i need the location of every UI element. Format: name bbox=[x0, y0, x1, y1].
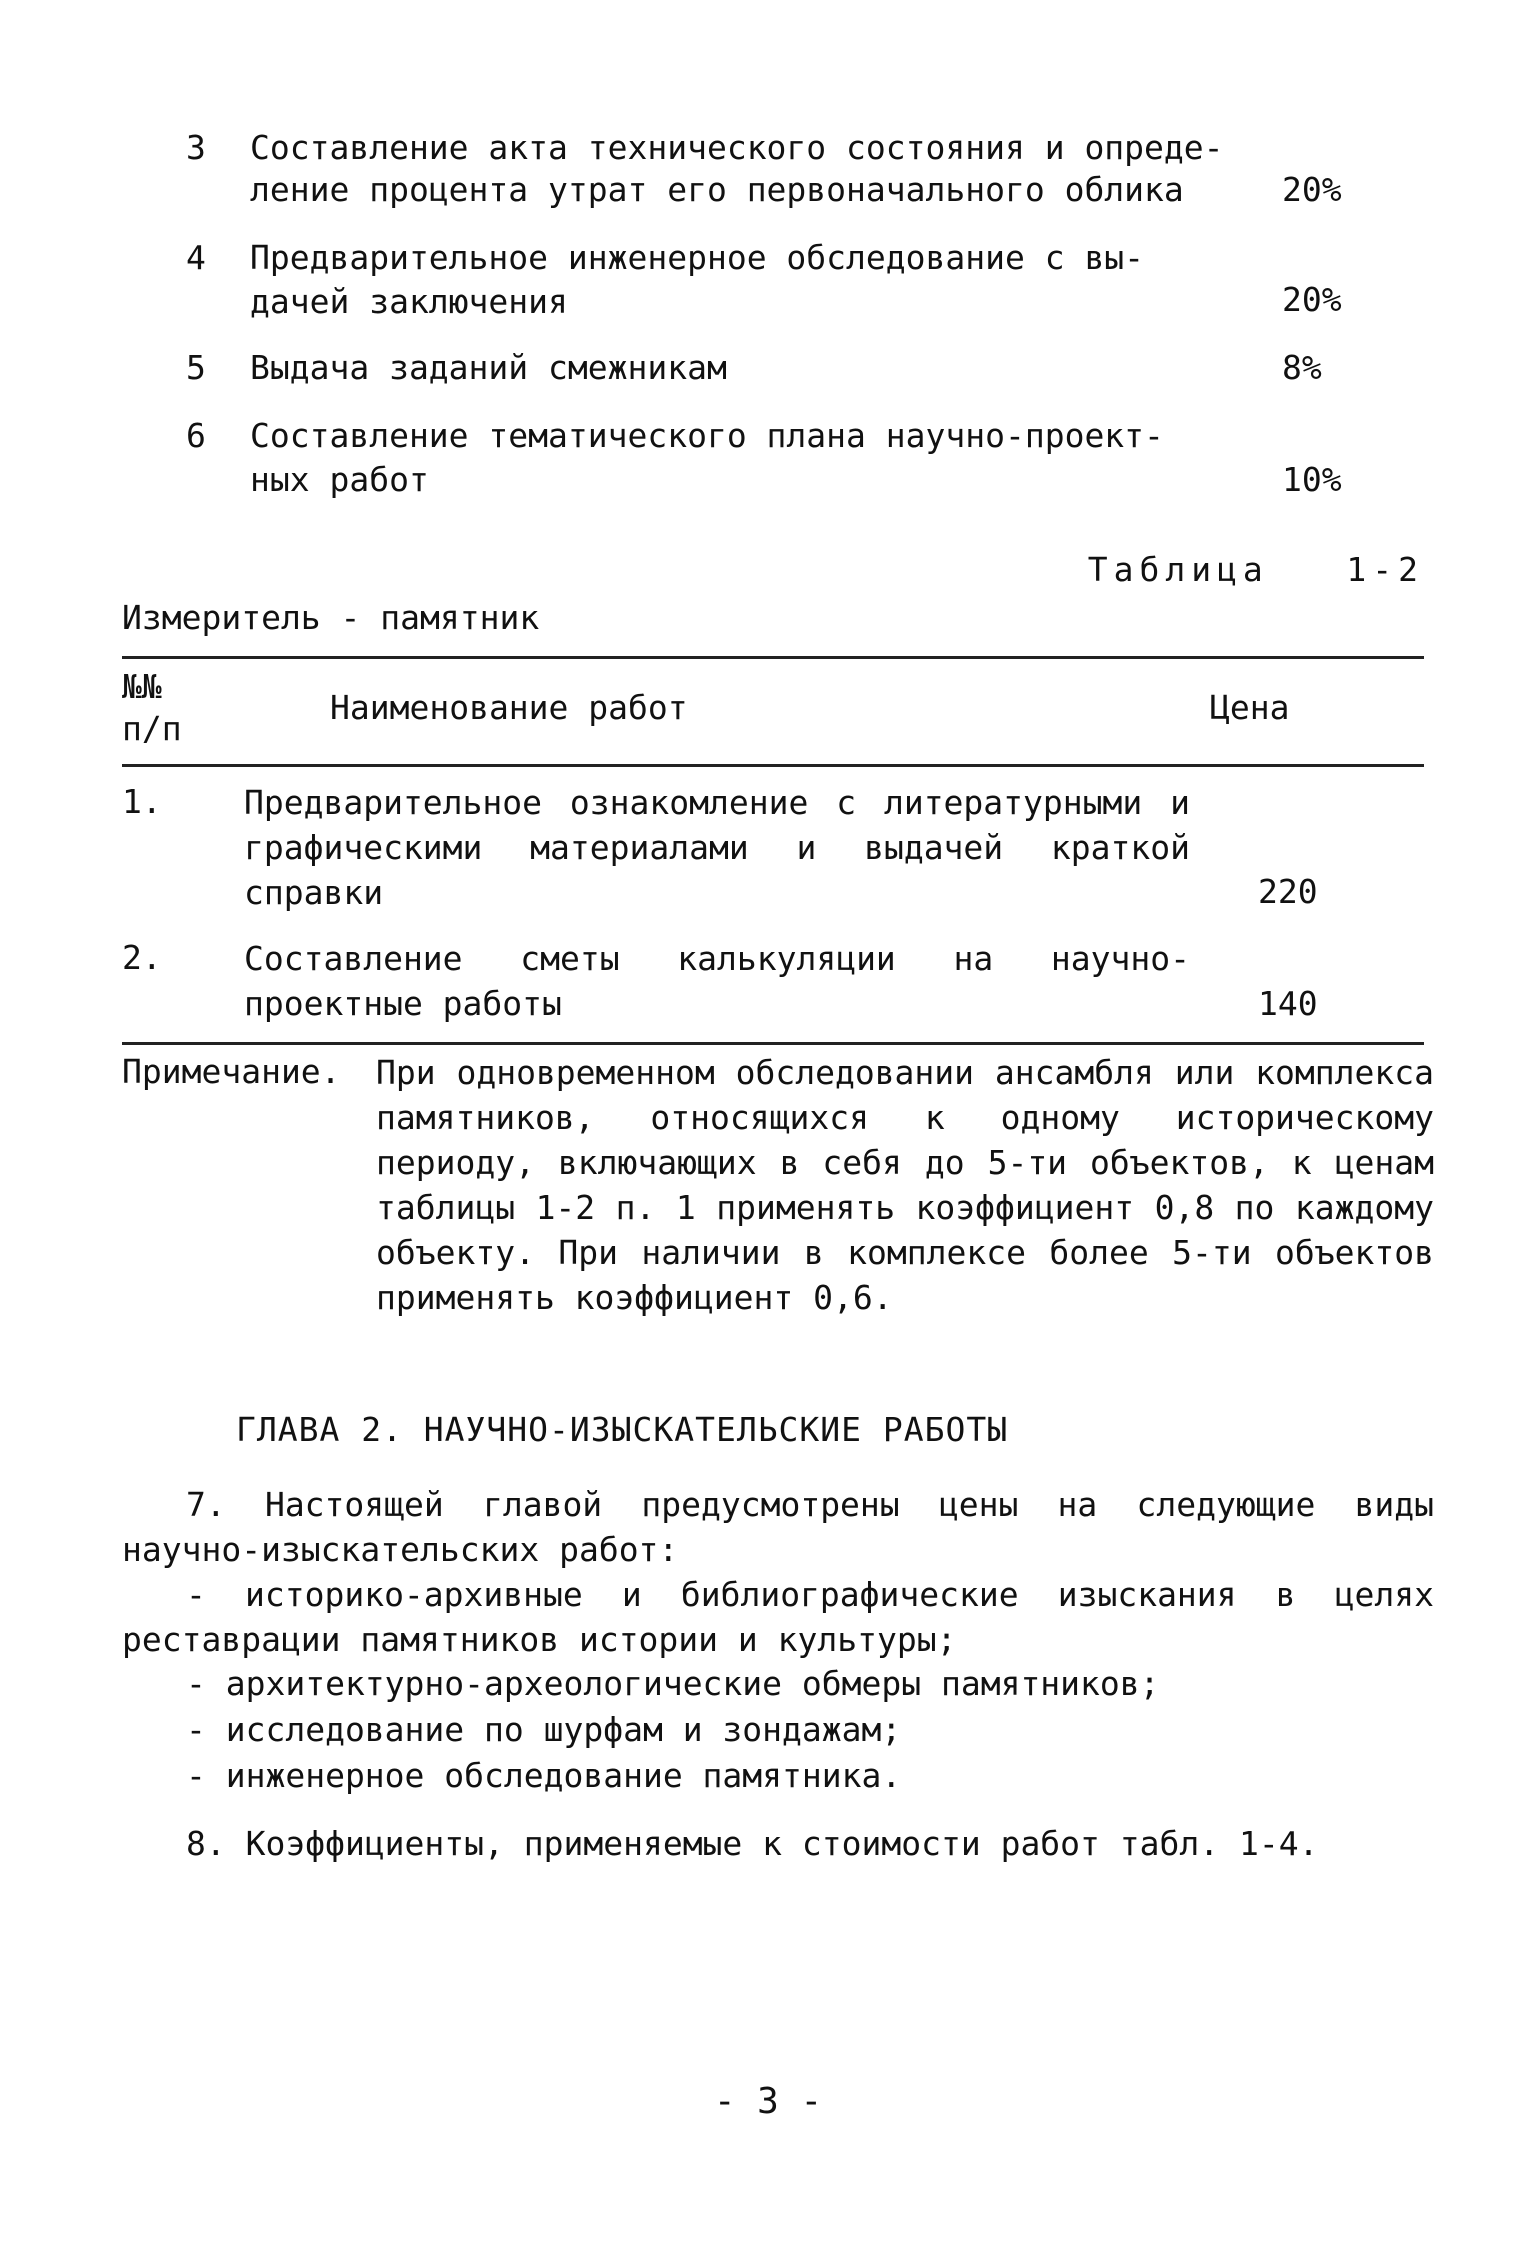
table-header-name: Наименование работ bbox=[330, 688, 688, 727]
table-bottom-rule bbox=[122, 1042, 1424, 1045]
list-item-4-value: 20% bbox=[1282, 280, 1342, 319]
table-measure: Измеритель - памятник bbox=[122, 598, 540, 637]
table-header-rule bbox=[122, 764, 1424, 767]
list-item-4-line2: дачей заключения bbox=[250, 282, 568, 321]
table-top-rule bbox=[122, 656, 1424, 659]
paragraph-7-item-2: - архитектурно-археологические обмеры памятников; bbox=[186, 1664, 1160, 1703]
table-row-1-price: 220 bbox=[1258, 872, 1318, 911]
list-item-3-value: 20% bbox=[1282, 170, 1342, 209]
table-header-number: №№ п/п bbox=[122, 667, 182, 748]
list-item-6-number: 6 bbox=[186, 416, 206, 455]
list-item-4-line1: Предварительное инженерное обследование с вы- bbox=[250, 238, 1145, 277]
paragraph-7-item-4: - инженерное обследование памятника. bbox=[186, 1756, 902, 1795]
list-item-3-number: 3 bbox=[186, 128, 206, 167]
paragraph-7-intro: 7. Настоящей главой предусмотрены цены на следующие виды научно-изыскательских работ: bbox=[122, 1485, 1434, 1569]
list-item-6-line2: ных работ bbox=[250, 460, 429, 499]
table-row-2-number: 2. bbox=[122, 938, 162, 977]
chapter-title: ГЛАВА 2. НАУЧНО-ИЗЫСКАТЕЛЬСКИЕ РАБОТЫ bbox=[236, 1410, 1009, 1449]
table-row-1-name: Предварительное ознакомление с литературными и графическими материалами и выдачей краткой справки bbox=[244, 783, 1190, 912]
table-row-1-number: 1. bbox=[122, 782, 162, 821]
page-number: - 3 - bbox=[713, 2081, 823, 2122]
list-item-6-value: 10% bbox=[1282, 460, 1342, 499]
list-item-5-line1: Выдача заданий смежникам bbox=[250, 348, 727, 387]
list-item-3-line2: ление процента утрат его первоначального облика bbox=[250, 170, 1184, 209]
paragraph-8: 8. Коэффициенты, применяемые к стоимости работ табл. 1-4. bbox=[186, 1824, 1319, 1863]
table-caption: Таблица 1-2 bbox=[1087, 550, 1424, 589]
list-item-6-line1: Составление тематического плана научно-проект- bbox=[250, 416, 1164, 455]
paragraph-7-item-1: - историко-архивные и библиографические изыскания в целях реставрации памятников истории и культуры; bbox=[122, 1575, 1434, 1659]
paragraph-7-item-3: - исследование по шурфам и зондажам; bbox=[186, 1710, 902, 1749]
list-item-4-number: 4 bbox=[186, 238, 206, 277]
list-item-5-value: 8% bbox=[1282, 348, 1322, 387]
list-item-3-line1: Составление акта технического состояния и опреде- bbox=[250, 128, 1224, 167]
note-text: При одновременном обследовании ансамбля или комплекса памятников, относящихся к одному историческому периоду, включающих в себя до 5-ти объектов, к ценам таблицы 1-2 п. 1 применять коэффициент 0,8 по каждому объекту. При наличии в комплексе более 5-ти объектов применять коэффициент 0,6. bbox=[376, 1053, 1434, 1317]
table-header-price: Цена bbox=[1210, 688, 1290, 727]
table-row-2-name: Составление сметы калькуляции на научно-проектные работы bbox=[244, 939, 1190, 1023]
note-label: Примечание. bbox=[122, 1052, 341, 1091]
list-item-5-number: 5 bbox=[186, 348, 206, 387]
table-row-2-price: 140 bbox=[1258, 984, 1318, 1023]
